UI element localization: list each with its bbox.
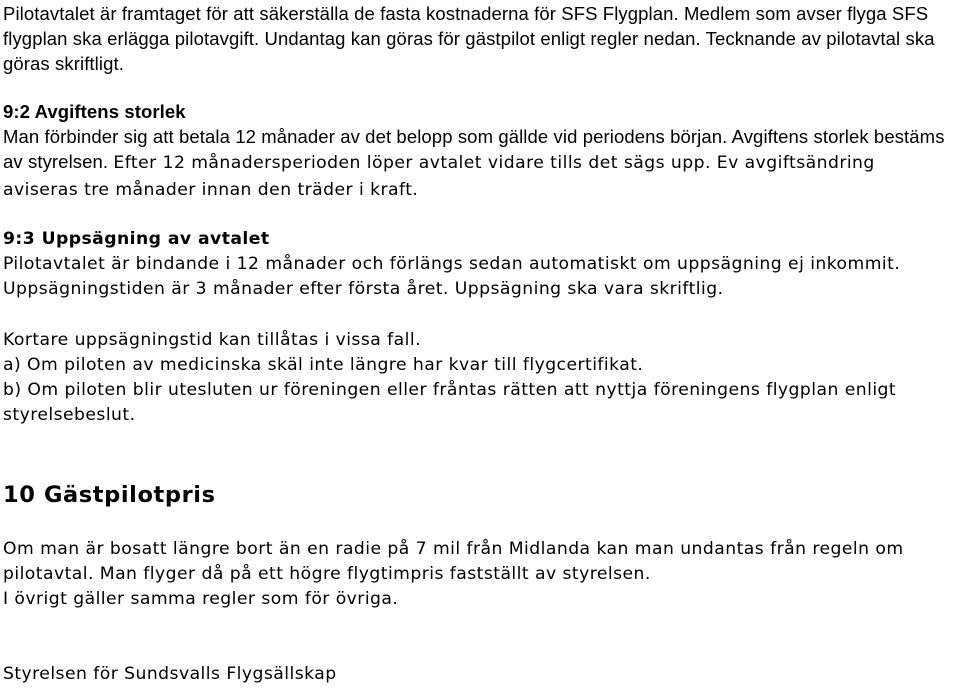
section-10-paragraph: Om man är bosatt längre bort än en radie på 7 mil från Midlanda kan man undantas från regeln om pilotavtal. Man flyger då på ett högre flygtimpris fastställt av styrelsen. [3,539,904,584]
section-9-3-paragraph: Pilotavtalet är bindande i 12 månader och förlängs sedan automatiskt om uppsägning ej inkommit. Uppsägningstiden är 3 månader efter första året. Uppsägning ska vara skriftlig. [3,254,901,299]
section-9-2-heading: 9:2 Avgiftens storlek [3,101,186,122]
section-10-body [3,537,955,612]
section-9-3-exceptions [3,328,955,428]
section-9-2-text-verdana: Efter 12 månadersperioden löper avtalet vidare tills det sägs upp. Ev avgiftsändring aviseras tre månader innan den träder i kraft. [3,153,875,200]
signature-block [3,662,955,687]
section-10-heading: 10 Gästpilotpris [3,482,216,508]
section-9-3-heading: 9:3 Uppsägning av avtalet [3,229,270,249]
signature: Styrelsen för Sundsvalls Flygsällskap [3,664,337,684]
section-10 [3,480,955,510]
intro-paragraph: Pilotavtalet är framtaget för att säkerställa de fasta kostnaderna för SFS Flygplan. Medlem som avser flyga SFS flygplan ska erlägga pilotavgift. Undantag kan göras för gästpilot enligt regler nedan. Tecknande av pilotavtal ska göras skriftligt. [3,3,935,74]
section-9-2-paragraph [3,124,955,203]
exception-a: a) Om piloten av medicinska skäl inte längre har kvar till flygcertifikat. [3,355,644,375]
section-9-2 [3,99,955,203]
section-9-2-text-arial: Man förbinder sig att betala 12 månader av det belopp som gällde vid periodens början. Avgiftens storlek bestäms av styrelsen. [3,126,945,172]
exception-b: b) Om piloten blir utesluten ur föreningen eller fråntas rätten att nyttja föreningens flygplan enligt styrelsebeslut. [3,380,897,425]
section-10-paragraph-2: I övrigt gäller samma regler som för övriga. [3,589,399,609]
section-9-3 [3,227,955,302]
intro-block [3,1,955,76]
exceptions-intro: Kortare uppsägningstid kan tillåtas i vissa fall. [3,330,421,350]
